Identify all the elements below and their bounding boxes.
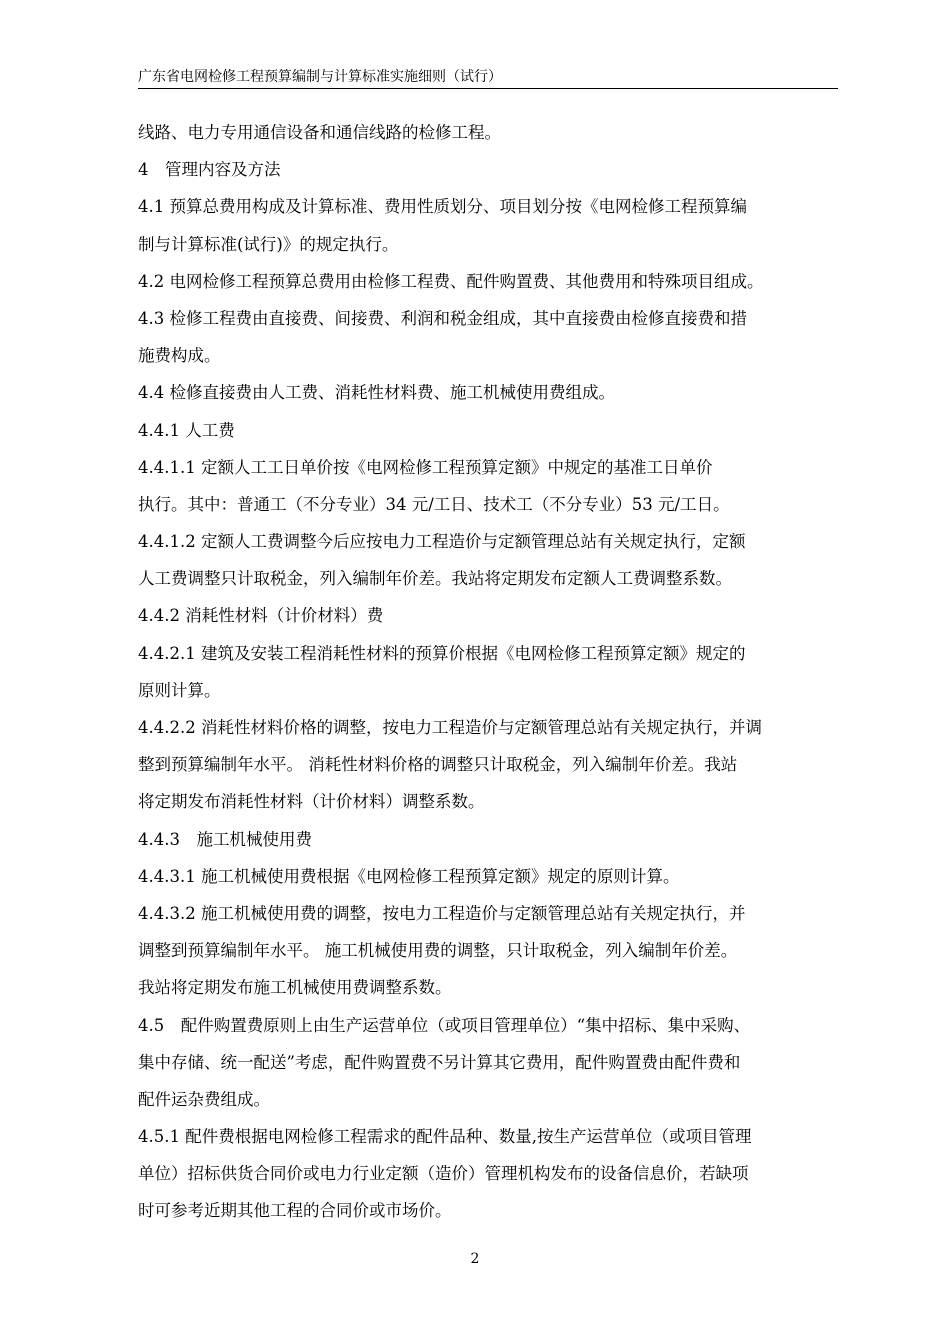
text-line: 将定期发布消耗性材料（计价材料）调整系数。 [138,792,485,812]
text-line: 4.4.1.1 定额人工工日单价按《电网检修工程预算定额》中规定的基准工日单价 [138,457,713,477]
text-line: 4.4.1.2 定额人工费调整今后应按电力工程造价与定额管理总站有关规定执行，定额 [138,532,746,552]
text-line: 人工费调整只计取税金，列入编制年价差。我站将定期发布定额人工费调整系数。 [138,569,732,589]
text-line: 配件运杂费组成。 [138,1089,270,1109]
text-line: 集中存储、统一配送”考虑，配件购置费不另计算其它费用，配件购置费由配件费和 [138,1052,741,1072]
text-line: 我站将定期发布施工机械使用费调整系数。 [138,978,452,998]
text-line: 线路、电力专用通信设备和通信线路的检修工程。 [138,123,501,142]
text-line: 4.1 预算总费用构成及计算标准、费用性质划分、项目划分按《电网检修工程预算编 [138,197,747,217]
text-line: 4.5.1 配件费根据电网检修工程需求的配件品种、数量,按生产运营单位（或项目管理 [138,1127,752,1147]
text-line: 4.3 检修工程费由直接费、间接费、利润和税金组成，其中直接费由检修直接费和措 [138,308,747,328]
text-line: 整到预算编制年水平。 消耗性材料价格的调整只计取税金，列入编制年价差。我站 [138,755,738,775]
subsection-heading: 4.4.3 施工机械使用费 [138,829,312,849]
text-line: 4.2 电网检修工程预算总费用由检修工程费、配件购置费、其他费用和特殊项目组成。 [138,271,764,291]
text-line: 4.4.3.1 施工机械使用费根据《电网检修工程预算定额》规定的原则计算。 [138,866,680,886]
page-number: 2 [470,1251,480,1267]
section-heading: 4 管理内容及方法 [138,160,281,180]
text-line: 4.4.2.1 建筑及安装工程消耗性材料的预算价根据《电网检修工程预算定额》规定的 [138,643,746,663]
text-line: 施费构成。 [138,346,221,366]
text-line: 时可参考近期其他工程的合同价或市场价。 [138,1201,452,1221]
text-line: 单位）招标供货合同价或电力行业定额（造价）管理机构发布的设备信息价，若缺项 [138,1164,749,1184]
subsection-heading: 4.4.2 消耗性材料（计价材料）费 [138,606,384,626]
document-body [138,114,838,1230]
page-header: 广东省电网检修工程预算编制与计算标准实施细则（试行） [138,69,502,85]
text-line: 制与计算标准(试行)》的规定执行。 [138,234,399,254]
subsection-heading: 4.4.1 人工费 [138,420,235,440]
header-divider [138,88,838,89]
text-line: 4.4.3.2 施工机械使用费的调整，按电力工程造价与定额管理总站有关规定执行，并 [138,903,746,923]
text-line: 4.5 配件购置费原则上由生产运营单位（或项目管理单位）“集中招标、集中采购、 [138,1015,751,1035]
text-line: 4.4.2.2 消耗性材料价格的调整，按电力工程造价与定额管理总站有关规定执行，并调 [138,718,762,737]
text-line: 调整到预算编制年水平。 施工机械使用费的调整，只计取税金，列入编制年价差。 [138,941,738,961]
text-line: 4.4 检修直接费由人工费、消耗性材料费、施工机械使用费组成。 [138,383,615,403]
text-line: 原则计算。 [138,680,221,700]
text-line: 执行。其中：普通工（不分专业）34 元/工日、技术工（不分专业）53 元/工日。 [138,494,730,514]
